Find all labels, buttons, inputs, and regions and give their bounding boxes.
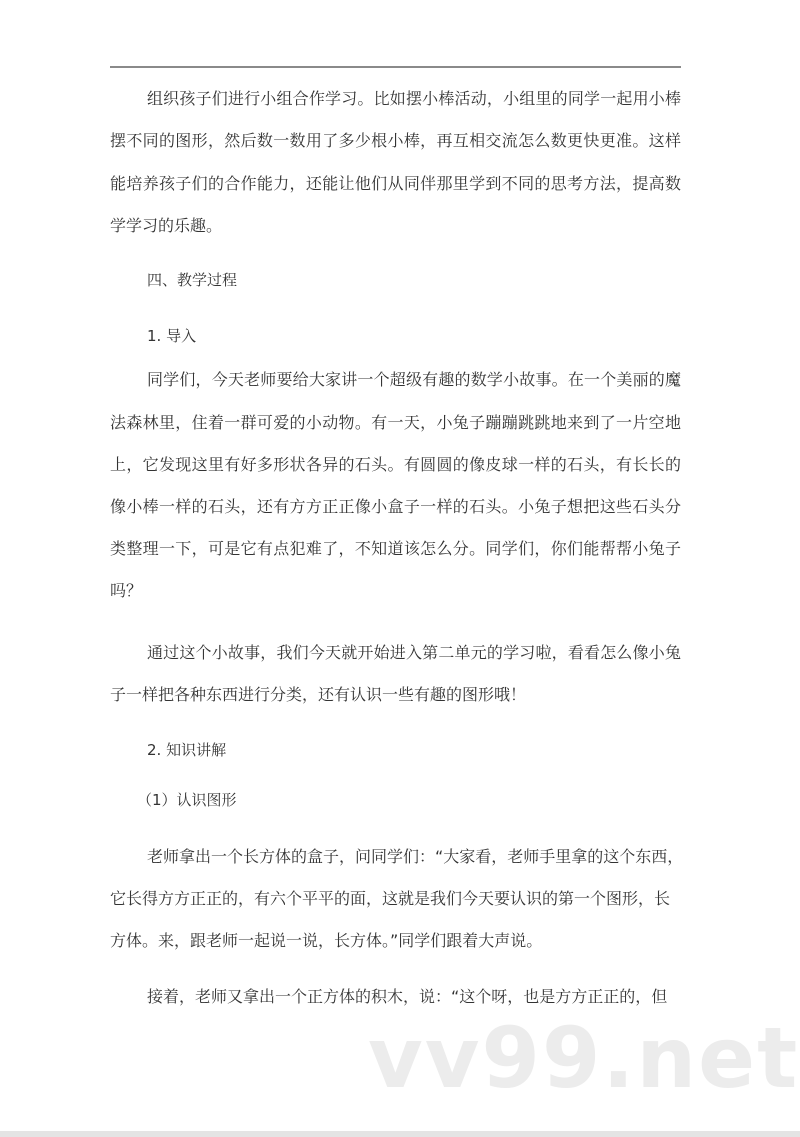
paragraph-line: 上，它发现这里有好多形状各异的石头。有圆圆的像皮球一样的石头，有长长的 (110, 455, 681, 474)
paragraph-line: 吗？ (110, 581, 143, 600)
paragraph-line: 方体。来，跟老师一起说一说，长方体。”同学们跟着大声说。 (110, 931, 543, 950)
paragraph-line: 组织孩子们进行小组合作学习。比如摆小棒活动，小组里的同学一起用小棒 (147, 89, 681, 108)
paragraph-line: 法森林里，住着一群可爱的小动物。有一天，小兔子蹦蹦跳跳地来到了一片空地 (110, 413, 681, 432)
paragraph-line: 摆不同的图形，然后数一数用了多少根小棒，再互相交流怎么数更快更准。这样 (110, 131, 681, 150)
paragraph-line: 通过这个小故事，我们今天就开始进入第二单元的学习啦，看看怎么像小兔 (147, 643, 681, 662)
paragraph-line: 学学习的乐趣。 (110, 216, 223, 235)
paragraph-line: 它长得方方正正的，有六个平平的面，这就是我们今天要认识的第一个图形，长 (110, 889, 671, 908)
step-heading: 2. 知识讲解 (147, 741, 227, 759)
paragraph-line: 像小棒一样的石头，还有方方正正像小盒子一样的石头。小兔子想把这些石头分 (110, 497, 681, 516)
page-bottom-edge (0, 1131, 800, 1137)
paragraph-line: 老师拿出一个长方体的盒子，问同学们：“大家看，老师手里拿的这个东西， (147, 847, 684, 866)
section-heading: 四、教学过程 (147, 271, 238, 289)
step-heading: 1. 导入 (147, 327, 197, 345)
watermark: vv99.net (368, 1009, 800, 1107)
paragraph-line: 能培养孩子们的合作能力，还能让他们从同伴那里学到不同的思考方法，提高数 (110, 174, 681, 193)
paragraph-line: 接着，老师又拿出一个正方体的积木，说：“这个呀，也是方方正正的，但 (147, 987, 668, 1006)
sub-heading: （1）认识图形 (137, 791, 237, 809)
paragraph-line: 类整理一下，可是它有点犯难了，不知道该怎么分。同学们，你们能帮帮小兔子 (110, 539, 681, 558)
paragraph-line: 子一样把各种东西进行分类，还有认识一些有趣的图形哦！ (110, 685, 527, 704)
header-rule (110, 66, 681, 68)
paragraph-line: 同学们，今天老师要给大家讲一个超级有趣的数学小故事。在一个美丽的魔 (147, 370, 681, 389)
